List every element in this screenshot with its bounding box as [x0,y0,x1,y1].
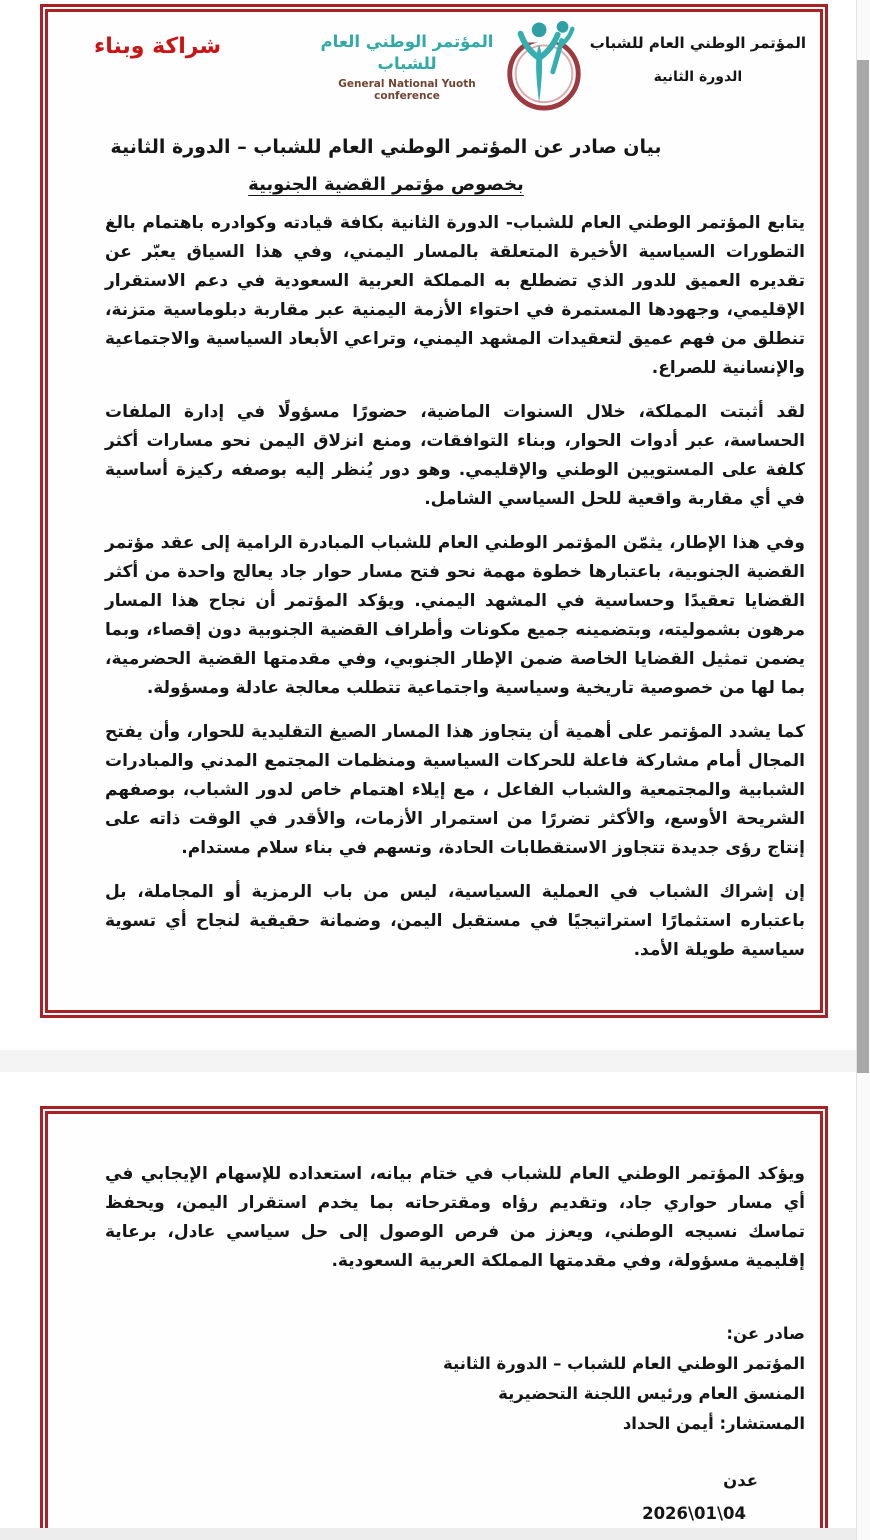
statement-body [48,195,820,965]
paragraph-2: لقد أثبتت المملكة، خلال السنوات الماضية، حضورًا مسؤولًا في إدارة الملفات الحساسة، عبر أدوات الحوار، وبناء التوافقات، ومنع انزلاق اليمن نحو مسارات أكثر كلفة على المستويين الوطني والإقليمي. وهو دور يُنظر إليه بوصفه ركيزة أساسية في أي مقاربة واقعية للحل السياسي الشامل. [105,402,805,509]
statement-title: بيان صادر عن المؤتمر الوطني العام للشباب – الدورة الثانية [110,136,662,158]
org-logo [318,14,588,118]
scrollbar-track[interactable] [856,0,870,1540]
youth-conference-logo-icon [500,14,588,118]
signature-org: المؤتمر الوطني العام للشباب – الدورة الثانية [443,1354,805,1373]
closing-paragraph: ويؤكد المؤتمر الوطني العام للشباب في ختام بيانه، استعداده للإسهام الإيجابي في أي مسار حواري جاد، وتقديم رؤاه ومقترحاته بما يخدم استقرار اليمن، ويحفظ تماسك نسيجه الوطني، ويعزز من فرص الوصول إلى حل سياسي عادل، برعاية إقليمية مسؤولة، وفي مقدمتها المملكة العربية السعودية. [105,1164,805,1271]
logo-arabic-name: المؤتمر الوطني العام للشباب [320,31,494,73]
paragraph-5: إن إشراك الشباب في العملية السياسية، ليس من باب الرمزية أو المجاملة، بل باعتباره استثمارًا استراتيجيًا في مستقبل اليمن، وضمانة حقيقية لنجاح أي تسوية سياسية طويلة الأمد. [105,882,805,960]
city-label: عدن [723,1471,758,1490]
motto-text: شراكة وبناء [94,34,222,59]
logo-english-name: General National Yuoth conference [338,77,476,102]
statement-page-2 [40,1106,828,1528]
logo-text-block [318,31,496,102]
signature-role: المنسق العام ورئيس اللجنة التحضيرية [498,1384,805,1403]
closing-body [48,1114,820,1276]
signature-name: المستشار: أيمن الحداد [622,1414,805,1433]
paragraph-4: كما يشدد المؤتمر على أهمية أن يتجاوز هذا المسار الصيغ التقليدية للحوار، وأن يفتح المجال أمام مشاركة فاعلة للحركات السياسية ومنظمات المجتمع المدني والمبادرات الشبابية والمجتمعية والشباب الفاعل ، مع إيلاء اهتمام خاص لدور الشباب، بوصفهم الشريحة الأوسع، والأكثر تضررًا من استمرار الأزمات، والأقدر في الوقت ذاته على إنتاج رؤى جديدة تتجاوز الاستقطابات الحادة، وتسهم في بناء سلام مستدام. [105,722,805,858]
scrollbar-thumb[interactable] [857,60,869,1073]
bottom-cut-band [0,1528,856,1540]
paragraph-1: يتابع المؤتمر الوطني العام للشباب- الدورة الثانية بكافة قيادته وكوادره باهتمام بالغ التطورات السياسية الأخيرة المتعلقة بالمسار اليمني، وفي هذا السياق يعبّر عن تقديره العميق للدور الذي تضطلع به المملكة العربية السعودية في دعم الاستقرار الإقليمي، وجهودها المستمرة في احتواء الأزمة اليمنية عبر مقاربة دبلوماسية متزنة، تنطلق من فهم عميق لتعقيدات المشهد اليمني، وتراعي الأبعاد السياسية والاجتماعية والإنسانية للصراع. [105,213,805,378]
date-label [48,1504,746,1523]
paragraph-3: وفي هذا الإطار، يثمّن المؤتمر الوطني العام للشباب المبادرة الرامية إلى عقد مؤتمر القضية الجنوبية، باعتبارها خطوة مهمة نحو فتح مسار حوار جاد يعالج واحدة من أكثر القضايا تعقيدًا وحساسية في المشهد اليمني. ويؤكد المؤتمر أن نجاح هذا المسار مرهون بشموليته، وبتضمينه جميع مكونات وأطراف القضية الجنوبية دون إقصاء، وبما يضمن تمثيل القضايا الخاصة ضمن الإطار الجنوبي، وفي مقدمتها القضية الحضرمية، بما لها من خصوصية تاريخية وسياسية واجتماعية تتطلب معالجة عادلة ومسؤولة. [105,533,805,698]
org-name-line-2: الدورة الثانية [653,69,743,85]
page-separator-band [0,1050,856,1072]
org-name-block [590,34,806,85]
title-block [48,134,820,195]
statement-subtitle: بخصوص مؤتمر القضية الجنوبية [248,174,524,195]
org-name-line-1: المؤتمر الوطني العام للشباب [589,34,806,52]
date-value: 2026\01\04 [642,1504,746,1523]
statement-page-1 [40,4,828,1018]
signature-block [48,1291,820,1439]
issued-by-label: صادر عن: [726,1324,805,1343]
letterhead [48,12,820,130]
